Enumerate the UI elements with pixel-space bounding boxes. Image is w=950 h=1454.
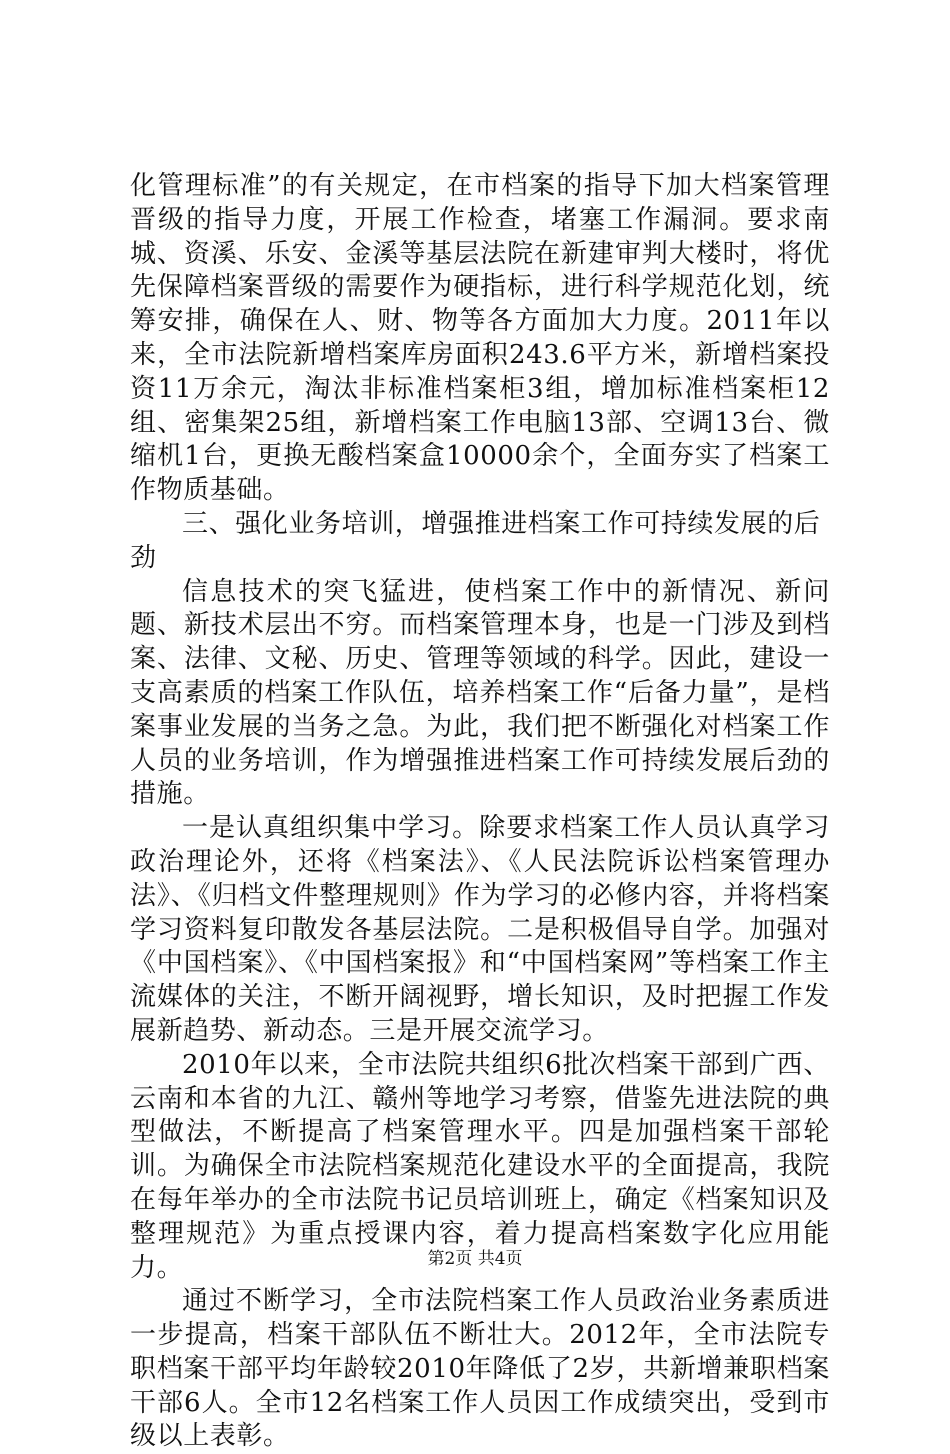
paragraph: 2010年以来，全市法院共组织6批次档案干部到广西、云南和本省的九江、赣州等地学习考察，借鉴先进法院的典型做法，不断提高了档案管理水平。四是加强档案干部轮训。为确保全市法院档案规范化建设水平的全面提高，我院在每年举办的全市法院书记员培训班上，确定《档案知识及整理规范》为重点授课内容，着力提高档案数字化应用能力。 [130,1049,830,1283]
paragraph: 信息技术的突飞猛进，使档案工作中的新情况、新问题、新技术层出不穷。而档案管理本身，也是一门涉及到档案、法律、文秘、历史、管理等领域的科学。因此，建设一支高素质的档案工作队伍，培养档案工作“后备力量”，是档案事业发展的当务之急。为此，我们把不断强化对档案工作人员的业务培训，作为增强推进档案工作可持续发展后劲的措施。 [130,576,830,810]
paragraph: 通过不断学习，全市法院档案工作人员政治业务素质进一步提高，档案干部队伍不断壮大。2012年，全市法院专职档案干部平均年龄较2010年降低了2岁，共新增兼职档案干部6人。全市12名档案工作人员因工作成绩突出，受到市级以上表彰。 [130,1286,830,1452]
paragraph-continued: 化管理标准”的有关规定，在市档案的指导下加大档案管理晋级的指导力度，开展工作检查，堵塞工作漏洞。要求南城、资溪、乐安、金溪等基层法院在新建审判大楼时，将优先保障档案晋级的需要作为硬指标，进行科学规范化划，统筹安排，确保在人、财、物等各方面加大力度。2011年以来，全市法院新增档案库房面积243.6平方米，新增档案投资11万余元，淘汰非标准档案柜3组，增加标准档案柜12组、密集架25组，新增档案工作电脑13部、空调13台、微缩机1台，更换无酸档案盒10000余个，全面夯实了档案工作物质基础。 [130,171,830,506]
section-heading: 三、强化业务培训，增强推进档案工作可持续发展的后劲 [130,508,821,573]
paragraph: 一是认真组织集中学习。除要求档案工作人员认真学习政治理论外，还将《档案法》、《人民法院诉讼档案管理办法》、《归档文件整理规则》作为学习的必修内容，并将档案学习资料复印散发各基层法院。二是积极倡导自学。加强对《中国档案》、《中国档案报》和“中国档案网”等档案工作主流媒体的关注，不断开阔视野，增长知识，及时把握工作发展新趋势、新动态。三是开展交流学习。 [130,813,830,1046]
page-footer: 第2页 共4页 [427,1249,523,1269]
